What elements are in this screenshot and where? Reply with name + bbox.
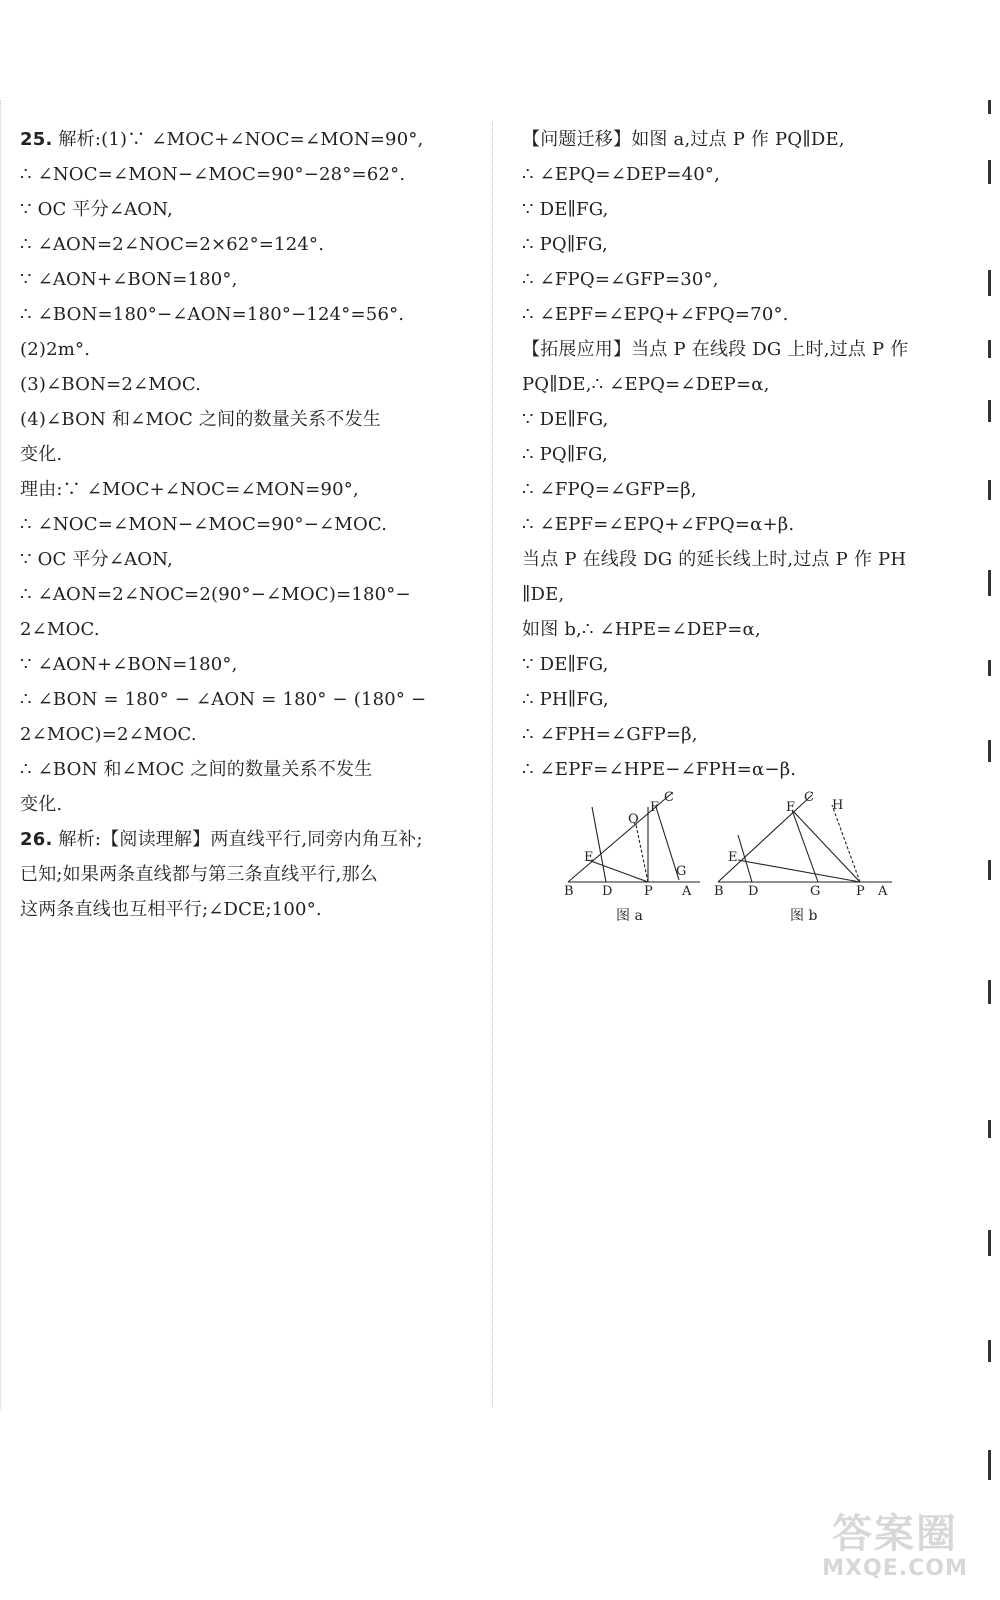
q26-right-line-18: ∴ ∠EPF=∠HPE−∠FPH=α−β.: [522, 759, 797, 780]
segment-pq-dashed: [636, 825, 648, 882]
q25-line-5: ∴ ∠BON=180°−∠AON=180°−124°=56°.: [20, 304, 405, 325]
q26-right-line-2: ∵ DE∥FG,: [522, 199, 609, 220]
point-label-g: G: [676, 864, 687, 879]
q25-line-16: ∴ ∠BON = 180° − ∠AON = 180° − (180° −: [20, 689, 427, 710]
q26-right-line-6: 【拓展应用】当点 P 在线段 DG 上时,过点 P 作: [522, 339, 909, 360]
line-de: [592, 807, 606, 882]
point-label-b: B: [564, 884, 574, 899]
q25-line-13: ∴ ∠AON=2∠NOC=2(90°−∠MOC)=180°−: [20, 584, 411, 605]
q26-right-line-7: PQ∥DE,∴ ∠EPQ=∠DEP=α,: [522, 374, 770, 395]
q26-right-line-17: ∴ ∠FPH=∠GFP=β,: [522, 724, 698, 745]
q26-right-line-0: 【问题迁移】如图 a,过点 P 作 PQ∥DE,: [522, 129, 845, 150]
line-bc: [718, 795, 812, 882]
q25-line-2: ∵ OC 平分∠AON,: [20, 199, 173, 220]
point-label-h: H: [832, 798, 844, 813]
q25-line-6: (2)2m°.: [20, 339, 91, 360]
point-label-d: D: [602, 884, 613, 899]
point-label-p: P: [856, 884, 865, 899]
q26-line-1: 已知;如果两条直线都与第三条直线平行,那么: [20, 864, 378, 885]
point-label-c: C: [804, 790, 814, 805]
q26-right-line-8: ∵ DE∥FG,: [522, 409, 609, 430]
right-column: [522, 122, 952, 787]
q25-line-11: ∴ ∠NOC=∠MON−∠MOC=90°−∠MOC.: [20, 514, 388, 535]
q26-right-line-5: ∴ ∠EPF=∠EPQ+∠FPQ=70°.: [522, 304, 789, 325]
figure-a-caption: 图 a: [616, 908, 643, 924]
point-label-d: D: [748, 884, 759, 899]
watermark-url: MXQE.COM: [822, 1556, 968, 1581]
point-label-f: F: [786, 800, 796, 815]
point-label-e: E: [728, 850, 738, 865]
point-label-b: B: [714, 884, 724, 899]
point-label-q: Q: [628, 812, 639, 827]
q25-line-12: ∵ OC 平分∠AON,: [20, 549, 173, 570]
q25-line-17: 2∠MOC)=2∠MOC.: [20, 724, 197, 745]
q25-line-19: 变化.: [20, 794, 63, 815]
q26-line-2: 这两条直线也互相平行;∠DCE;100°.: [20, 899, 322, 920]
site-watermark: [810, 1512, 980, 1592]
q25-line-15: ∵ ∠AON+∠BON=180°,: [20, 654, 238, 675]
geometry-figure-b: [712, 785, 897, 925]
q25-line-3: ∴ ∠AON=2∠NOC=2×62°=124°.: [20, 234, 325, 255]
watermark-brand: 答案圈: [832, 1511, 958, 1557]
q26-right-line-9: ∴ PQ∥FG,: [522, 444, 608, 465]
q25-line-0: 25. 解析:(1)∵ ∠MOC+∠NOC=∠MON=90°,: [20, 129, 424, 150]
column-divider: [492, 122, 493, 1407]
q26-line-0: 26. 解析:【阅读理解】两直线平行,同旁内角互补;: [20, 829, 423, 850]
q26-right-line-3: ∴ PQ∥FG,: [522, 234, 608, 255]
point-label-f: F: [650, 800, 660, 815]
q25-line-8: (4)∠BON 和∠MOC 之间的数量关系不发生: [20, 409, 381, 430]
line-de: [738, 835, 752, 882]
figure-b-caption: 图 b: [790, 908, 818, 924]
q26-right-line-13: ∥DE,: [522, 584, 565, 605]
q25-line-4: ∵ ∠AON+∠BON=180°,: [20, 269, 238, 290]
point-label-p: P: [644, 884, 653, 899]
q26-right-line-12: 当点 P 在线段 DG 的延长线上时,过点 P 作 PH: [522, 549, 907, 570]
q26-right-line-14: 如图 b,∴ ∠HPE=∠DEP=α,: [522, 619, 761, 640]
q26-right-line-4: ∴ ∠FPQ=∠GFP=30°,: [522, 269, 719, 290]
point-label-g: G: [810, 884, 821, 899]
point-label-c: C: [664, 790, 674, 805]
binding-edge-left: [0, 100, 7, 1410]
q26-right-line-10: ∴ ∠FPQ=∠GFP=β,: [522, 479, 697, 500]
q25-line-10: 理由:∵ ∠MOC+∠NOC=∠MON=90°,: [20, 479, 359, 500]
q25-line-9: 变化.: [20, 444, 63, 465]
point-label-a: A: [878, 884, 888, 899]
binding-edge-right: [988, 100, 994, 1500]
point-label-a: A: [682, 884, 692, 899]
segment-ph-dashed: [832, 805, 860, 882]
q25-line-18: ∴ ∠BON 和∠MOC 之间的数量关系不发生: [20, 759, 373, 780]
q26-right-line-16: ∴ PH∥FG,: [522, 689, 609, 710]
q26-number: 26.: [20, 829, 53, 850]
q25-line-1: ∴ ∠NOC=∠MON−∠MOC=90°−28°=62°.: [20, 164, 406, 185]
q25-line-7: (3)∠BON=2∠MOC.: [20, 374, 202, 395]
q26-right-line-1: ∴ ∠EPQ=∠DEP=40°,: [522, 164, 721, 185]
geometry-figure-a: [562, 785, 712, 925]
point-label-e: E: [584, 850, 594, 865]
q26-right-line-15: ∵ DE∥FG,: [522, 654, 609, 675]
left-column: [20, 122, 480, 927]
segment-ep: [588, 860, 648, 882]
line-fg: [792, 810, 818, 882]
q25-number: 25.: [20, 129, 53, 150]
q26-right-line-11: ∴ ∠EPF=∠EPQ+∠FPQ=α+β.: [522, 514, 795, 535]
q25-line-14: 2∠MOC.: [20, 619, 100, 640]
